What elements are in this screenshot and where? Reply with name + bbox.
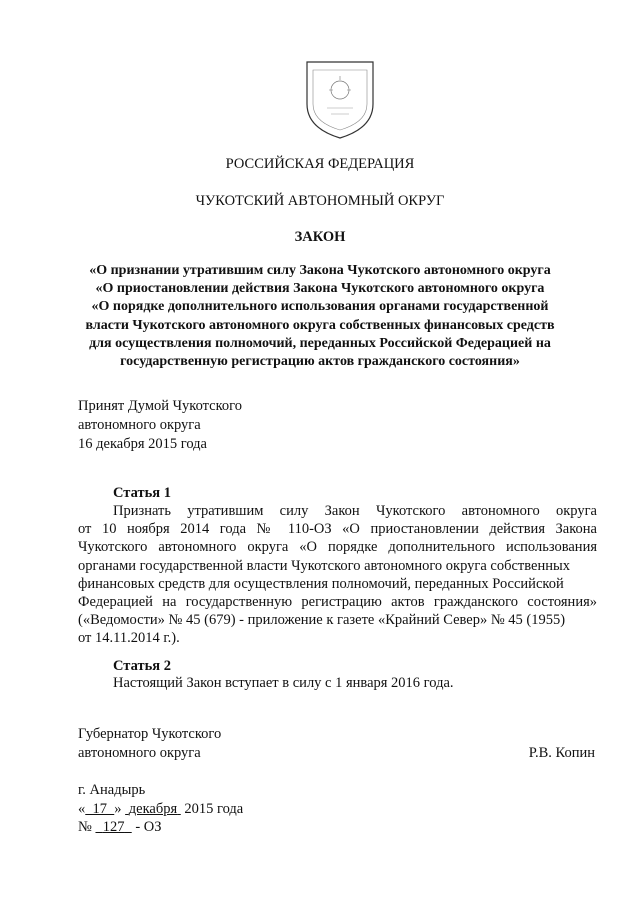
title-line: государственную регистрацию актов гражданского состояния» [120, 354, 520, 370]
article-1-line: Чукотского автономного округа «О порядке дополнительного использования [78, 539, 597, 556]
document-type-heading: ЗАКОН [294, 229, 346, 245]
law-number: № 127 - ОЗ [78, 819, 162, 835]
article-1-line: Признать утратившим силу Закон Чукотского автономного округа [113, 503, 597, 519]
signatory-name: Р.В. Копин [528, 744, 595, 761]
adoption-line: автономного округа [78, 417, 201, 433]
article-1-line: органами государственной власти Чукотского автономного округа собственных [78, 557, 570, 574]
article-1-body [78, 502, 597, 648]
article-1-heading: Статья 1 [113, 485, 171, 501]
law-number-value: 127 [102, 819, 125, 835]
signatory-title-line: автономного округа [78, 744, 201, 761]
signatory-title-line: Губернатор Чукотского [78, 726, 222, 742]
region-heading: ЧУКОТСКИЙ АВТОНОМНЫЙ ОКРУГ [195, 193, 445, 209]
signing-year: 2015 года [184, 800, 244, 817]
adoption-note [78, 397, 242, 454]
place-date-number [78, 781, 243, 837]
article-1-line: Федерацией на государственную регистрацию актов гражданского состояния» [78, 594, 597, 611]
signing-month: декабря [128, 800, 178, 817]
article-2-heading: Статья 2 [113, 658, 171, 674]
article-2-body: Настоящий Закон вступает в силу с 1 января 2016 года. [113, 675, 454, 691]
title-line: власти Чукотского автономного округа собственных финансовых средств [85, 317, 555, 333]
article-1-line: («Ведомости» № 45 (679) - приложение к газете «Крайний Север» № 45 (1955) [78, 612, 566, 629]
adoption-date: 16 декабря 2015 года [78, 436, 207, 452]
signing-day: 17 [92, 800, 107, 817]
country-heading: РОССИЙСКАЯ ФЕДЕРАЦИЯ [225, 156, 415, 172]
article-1-line: от 14.11.2014 г.). [78, 630, 180, 647]
title-line: «О порядке дополнительного использования органами государственной [91, 299, 549, 315]
title-line: «О признании утратившим силу Закона Чукотского автономного округа [89, 263, 551, 278]
coat-of-arms-emblem [303, 60, 377, 140]
signing-date: « 17 » декабря 2015 года [78, 800, 244, 817]
city: г. Анадырь [78, 782, 146, 798]
title-line: для осуществления полномочий, переданных Российской Федерацией на [89, 335, 551, 351]
signature-block [78, 725, 597, 762]
adoption-line: Принят Думой Чукотского [78, 398, 243, 414]
article-1-line: от 10 ноября 2014 года № 110-ОЗ «О приостановлении действия Закона [78, 521, 597, 538]
law-title [60, 262, 580, 371]
title-line: «О приостановлении действия Закона Чукотского автономного округа [95, 281, 545, 297]
article-1-line: финансовых средств для осуществления полномочий, переданных Российской [78, 575, 564, 592]
